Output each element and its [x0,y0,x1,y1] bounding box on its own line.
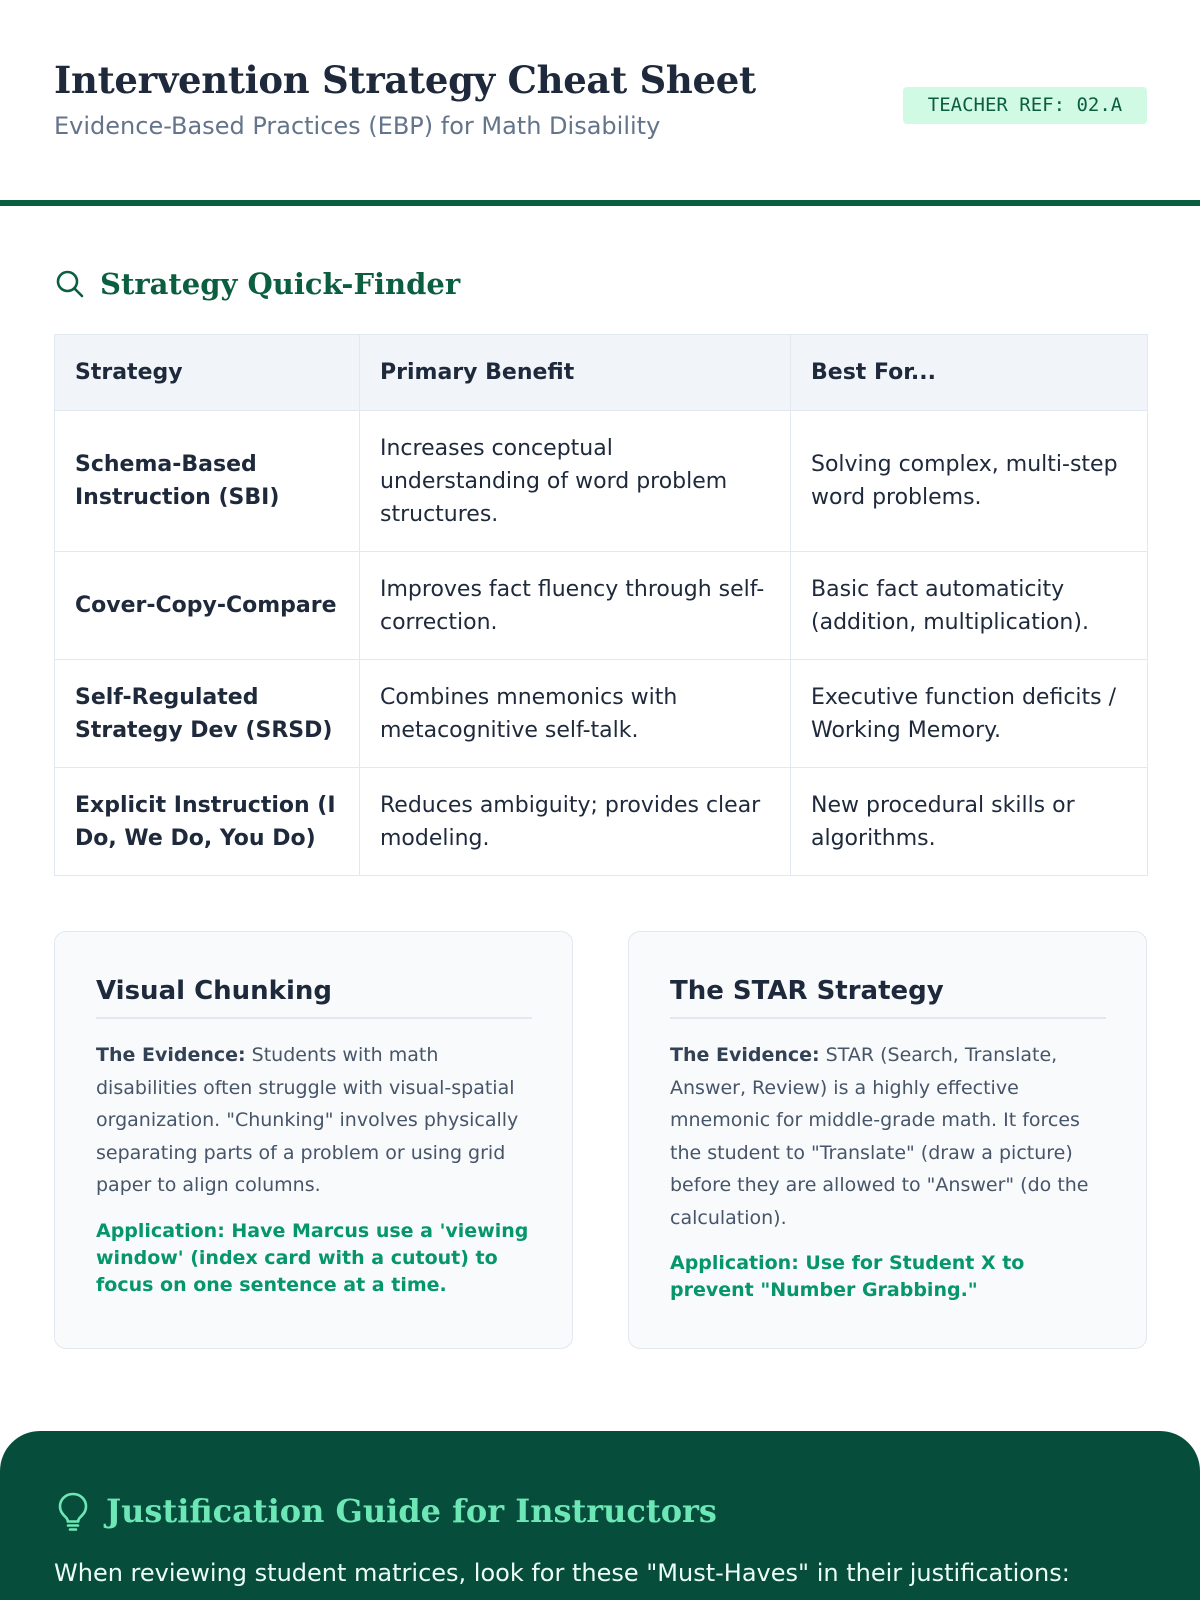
justification-guide-heading [56,1489,717,1533]
card-application: Application: Use for Student X to prevent "Number Grabbing." [670,1252,1025,1301]
table-row [55,660,1148,768]
card-evidence [670,1039,1106,1234]
table-row [55,552,1148,660]
card-evidence [96,1039,532,1202]
benefit-cell: Reduces ambiguity; provides clear modeling. [360,768,791,876]
column-header-benefit: Primary Benefit [360,335,791,411]
quick-finder-heading [54,264,460,304]
card-title: The STAR Strategy [670,976,1106,1019]
table-row [55,411,1148,552]
star-strategy-card [628,931,1147,1349]
page-header [0,0,1200,206]
best-for-cell: Solving complex, multi-step word problems. [791,411,1148,552]
benefit-cell: Increases conceptual understanding of word problem structures. [360,411,791,552]
benefit-cell: Combines mnemonics with metacognitive self-talk. [360,660,791,768]
justification-guide-intro: When reviewing student matrices, look for these "Must-Haves" in their justifications: [54,1559,1070,1587]
search-icon [54,268,86,300]
evidence-label: The Evidence: [670,1044,820,1066]
strategy-cell: Cover-Copy-Compare [55,552,360,660]
table-header-row [55,335,1148,411]
evidence-text: Students with math disabilities often struggle with visual-spatial organization. "Chunking" involves physically separating parts of a problem or using grid paper to align columns. [96,1044,519,1196]
quick-finder-title: Strategy Quick-Finder [100,267,461,301]
strategy-table [54,334,1148,876]
column-header-strategy: Strategy [55,335,360,411]
lightbulb-icon [56,1491,90,1531]
visual-chunking-card [54,931,573,1349]
page-subtitle: Evidence-Based Practices (EBP) for Math Disability [54,112,661,140]
justification-guide-title: Justification Guide for Instructors [106,1492,717,1530]
teacher-ref-badge: TEACHER REF: 02.A [903,87,1147,124]
card-application: Application: Have Marcus use a 'viewing window' (index card with a cutout) to focus on one sentence at a time. [96,1219,529,1296]
strategy-cell: Self-Regulated Strategy Dev (SRSD) [55,660,360,768]
best-for-cell: Executive function deficits / Working Memory. [791,660,1148,768]
page-title: Intervention Strategy Cheat Sheet [54,58,756,102]
evidence-label: The Evidence: [96,1044,246,1066]
column-header-best-for: Best For... [791,335,1148,411]
best-for-cell: Basic fact automaticity (addition, multiplication). [791,552,1148,660]
strategy-cell: Schema-Based Instruction (SBI) [55,411,360,552]
card-title: Visual Chunking [96,976,532,1019]
table-row [55,768,1148,876]
evidence-text: STAR (Search, Translate, Answer, Review) is a highly effective mnemonic for middle-grade math. It forces the student to "Translate" (draw a picture) before they are allowed to "Answer" (do the calculation). [670,1044,1089,1229]
best-for-cell: New procedural skills or algorithms. [791,768,1148,876]
benefit-cell: Improves fact fluency through self-correction. [360,552,791,660]
strategy-cell: Explicit Instruction (I Do, We Do, You Do) [55,768,360,876]
justification-guide [0,1431,1200,1600]
